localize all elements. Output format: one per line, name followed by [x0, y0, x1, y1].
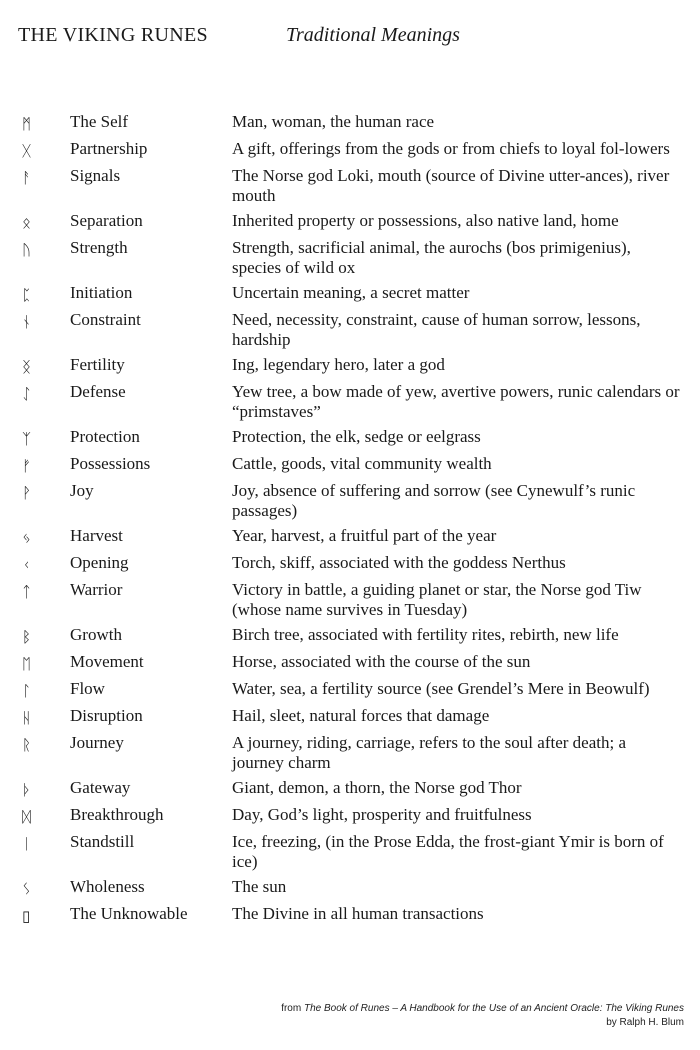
- rune-name: Growth: [70, 625, 122, 644]
- rune-meaning: The sun: [232, 877, 287, 896]
- rune-row: [18, 310, 700, 355]
- rune-name: Movement: [70, 652, 144, 671]
- source-book-title: The Book of Runes – A Handbook for the Use of an Ancient Oracle: The Viking Runes: [303, 1003, 684, 1014]
- rune-glyph-icon: ᚾ: [22, 313, 32, 331]
- rune-row: [18, 733, 700, 778]
- rune-row: [18, 211, 700, 238]
- rune-meaning: Year, harvest, a fruitful part of the year: [232, 526, 497, 545]
- rune-name: Protection: [70, 427, 140, 446]
- rune-row: [18, 778, 700, 805]
- rune-glyph-icon: ᚹ: [22, 484, 32, 502]
- rune-glyph-icon: ᛞ: [22, 808, 32, 826]
- rune-meaning: A journey, riding, carriage, refers to the soul after death; a journey charm: [232, 733, 626, 772]
- rune-glyph-icon: ᚺ: [22, 709, 32, 727]
- rune-row: [18, 652, 700, 679]
- rune-meaning: The Divine in all human transactions: [232, 904, 484, 923]
- source-credit: [281, 1002, 684, 1030]
- rune-row: [18, 427, 700, 454]
- rune-meaning: Inherited property or possessions, also native land, home: [232, 211, 619, 230]
- rune-glyph-icon: ᛈ: [22, 286, 32, 304]
- rune-name: Initiation: [70, 283, 133, 302]
- rune-row: [18, 454, 700, 481]
- rune-name: Breakthrough: [70, 805, 164, 824]
- rune-glyph-icon: ᚨ: [22, 169, 32, 187]
- rune-meaning: Ice, freezing, (in the Prose Edda, the frost-giant Ymir is born of ice): [232, 832, 664, 871]
- rune-name: Strength: [70, 238, 128, 257]
- rune-name: Opening: [70, 553, 129, 572]
- rune-row: [18, 283, 700, 310]
- rune-glyph-icon: ᛒ: [22, 628, 32, 646]
- rune-row: [18, 355, 700, 382]
- rune-name: Possessions: [70, 454, 151, 473]
- rune-meaning: Hail, sleet, natural forces that damage: [232, 706, 490, 725]
- rune-meaning: Man, woman, the human race: [232, 112, 435, 131]
- rune-name: Flow: [70, 679, 105, 698]
- rune-glyph-icon: ᛗ: [22, 115, 32, 133]
- rune-name: Partnership: [70, 139, 148, 158]
- rune-glyph-icon: ᛊ: [22, 880, 32, 898]
- rune-meaning: Victory in battle, a guiding planet or star, the Norse god Tiw (whose name survives in Tuesday): [232, 580, 642, 619]
- rune-name: Constraint: [70, 310, 141, 329]
- rune-row: [18, 139, 700, 166]
- rune-row: [18, 904, 700, 931]
- rune-glyph-icon: ᛖ: [22, 655, 32, 673]
- source-book-line: [281, 1002, 684, 1016]
- rune-name: Journey: [70, 733, 124, 752]
- rune-name: Fertility: [70, 355, 125, 374]
- rune-meaning: Protection, the elk, sedge or eelgrass: [232, 427, 481, 446]
- rune-name: Joy: [70, 481, 94, 500]
- rune-glyph-icon: ᛃ: [22, 529, 32, 547]
- rune-name: Warrior: [70, 580, 123, 599]
- rune-meaning: Yew tree, a bow made of yew, avertive powers, runic calendars or “primstaves”: [232, 382, 680, 421]
- rune-glyph-icon: ᚲ: [22, 556, 32, 574]
- page-subtitle: Traditional Meanings: [286, 24, 460, 46]
- rune-glyph-icon: ᚱ: [22, 736, 32, 754]
- rune-meaning: Water, sea, a fertility source (see Grendel’s Mere in Beowulf): [232, 679, 650, 698]
- rune-glyph-icon: ᛟ: [22, 214, 32, 232]
- rune-row: [18, 625, 700, 652]
- source-prefix: from: [281, 1003, 304, 1014]
- rune-glyph-icon: ᛉ: [22, 430, 32, 448]
- rune-row: [18, 382, 700, 427]
- rune-glyph-icon: ᚢ: [22, 241, 32, 259]
- rune-meaning: Torch, skiff, associated with the goddess Nerthus: [232, 553, 566, 572]
- rune-meaning: Joy, absence of suffering and sorrow (see Cynewulf’s runic passages): [232, 481, 636, 520]
- rune-row: [18, 112, 700, 139]
- rune-glyph-icon: ᚦ: [22, 781, 32, 799]
- rune-meaning: Need, necessity, constraint, cause of human sorrow, lessons, hardship: [232, 310, 641, 349]
- rune-name: Signals: [70, 166, 121, 185]
- rune-glyph-icon: ᛁ: [22, 835, 32, 853]
- rune-row: [18, 481, 700, 526]
- rune-meaning: Birch tree, associated with fertility rites, rebirth, new life: [232, 625, 619, 644]
- rune-row: [18, 877, 700, 904]
- rune-row: [18, 238, 700, 283]
- rune-glyph-icon: ᚷ: [22, 142, 32, 160]
- rune-row: [18, 832, 700, 877]
- rune-meaning: Horse, associated with the course of the sun: [232, 652, 531, 671]
- rune-row: [18, 526, 700, 553]
- rune-name: Separation: [70, 211, 143, 230]
- rune-name: Standstill: [70, 832, 135, 851]
- rune-meaning: Uncertain meaning, a secret matter: [232, 283, 470, 302]
- rune-meaning: The Norse god Loki, mouth (source of Divine utter-ances), river mouth: [232, 166, 670, 205]
- rune-glyph-icon: ▯: [22, 907, 31, 925]
- rune-name: Harvest: [70, 526, 123, 545]
- rune-meaning: Cattle, goods, vital community wealth: [232, 454, 492, 473]
- rune-glyph-icon: ᛏ: [22, 583, 32, 601]
- rune-meaning: Ing, legendary hero, later a god: [232, 355, 445, 374]
- rune-row: [18, 553, 700, 580]
- rune-name: The Self: [70, 112, 129, 131]
- rune-row: [18, 580, 700, 625]
- rune-glyph-icon: ᛚ: [22, 682, 32, 700]
- rune-name: Wholeness: [70, 877, 145, 896]
- page-header: [18, 22, 698, 52]
- rune-row: [18, 805, 700, 832]
- page-title: THE VIKING RUNES: [18, 24, 208, 46]
- rune-glyph-icon: ᛇ: [22, 385, 32, 403]
- rune-meaning: Strength, sacrificial animal, the aurochs (bos primigenius), species of wild ox: [232, 238, 631, 277]
- rune-row: [18, 679, 700, 706]
- rune-meaning: Giant, demon, a thorn, the Norse god Thor: [232, 778, 522, 797]
- rune-name: Defense: [70, 382, 126, 401]
- rune-meaning: Day, God’s light, prosperity and fruitfulness: [232, 805, 532, 824]
- rune-name: The Unknowable: [70, 904, 188, 923]
- rune-row: [18, 706, 700, 733]
- rune-meaning: A gift, offerings from the gods or from chiefs to loyal fol-lowers: [232, 139, 670, 158]
- rune-name: Gateway: [70, 778, 131, 797]
- rune-name: Disruption: [70, 706, 143, 725]
- rune-row: [18, 166, 700, 211]
- source-author: by Ralph H. Blum: [606, 1017, 684, 1028]
- rune-glyph-icon: ᛝ: [22, 358, 32, 376]
- rune-table: [18, 112, 700, 931]
- rune-glyph-icon: ᚠ: [22, 457, 32, 475]
